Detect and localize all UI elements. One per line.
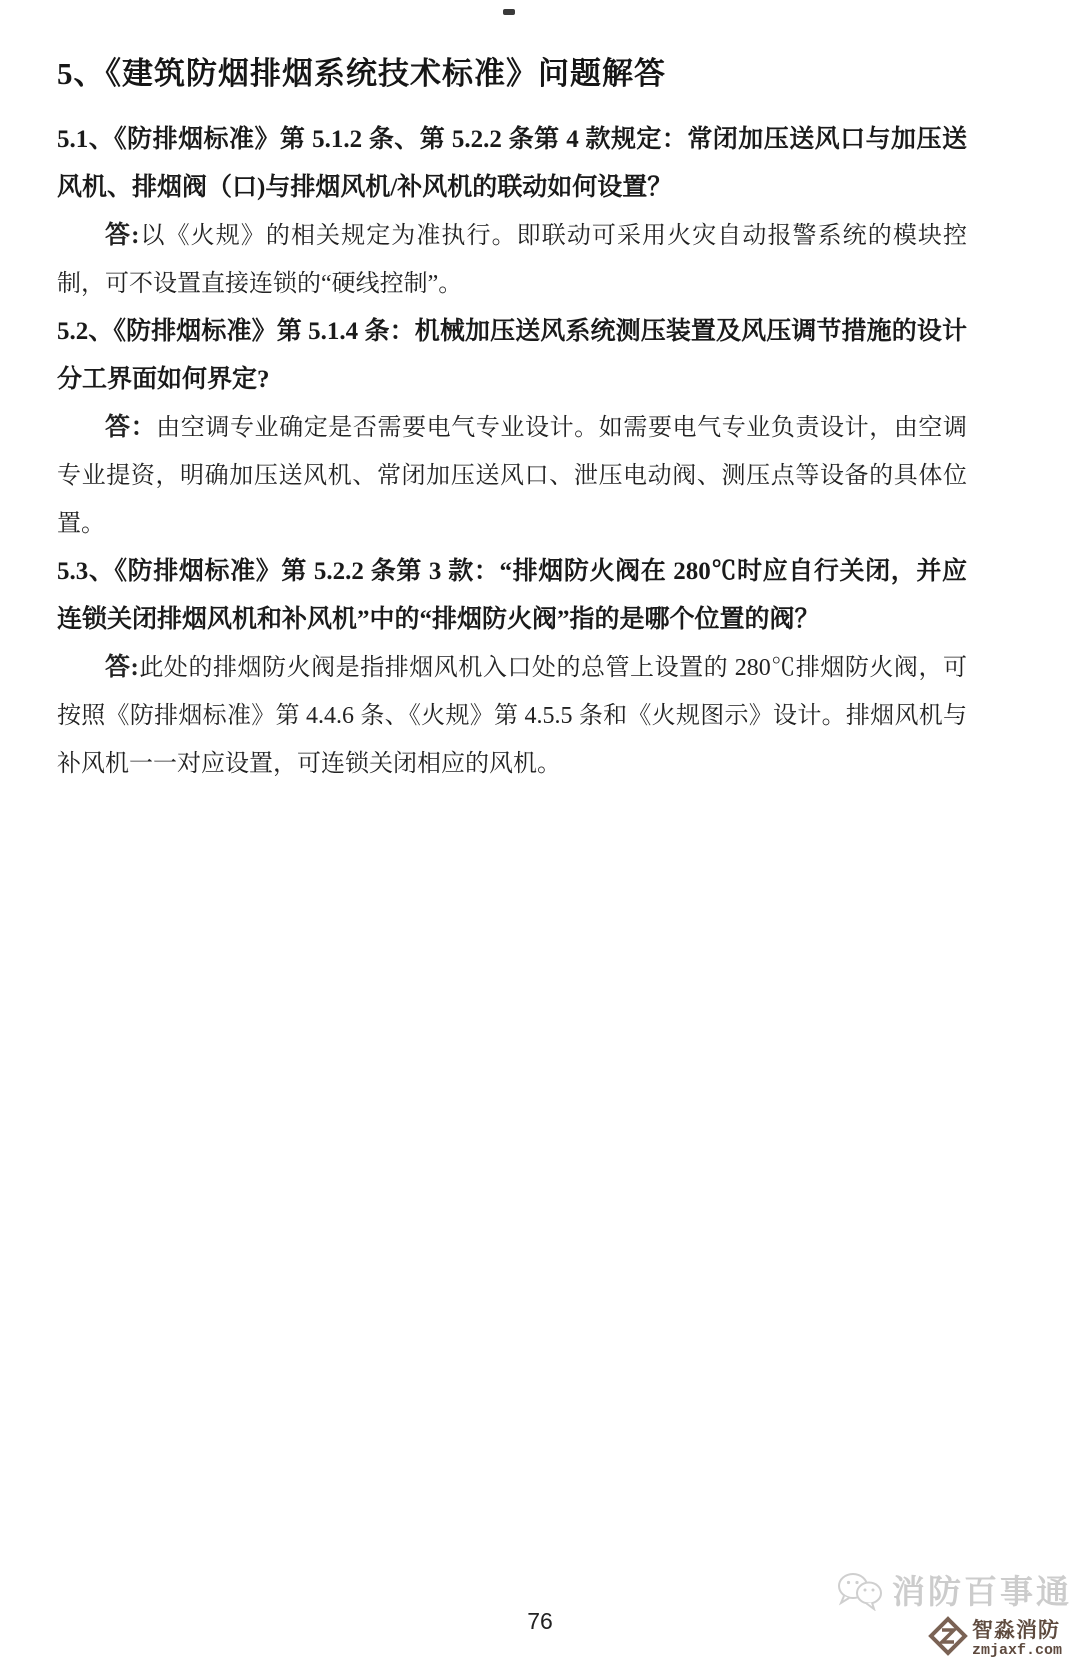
- answer-label: 答:: [105, 654, 139, 681]
- qa-section-5-1: [57, 116, 967, 308]
- wechat-icon: [834, 1569, 886, 1616]
- question-5-3: 5.3、《防排烟标准》第 5.2.2 条第 3 款：“排烟防火阀在 280℃时应自行关闭，并应连锁关闭排烟风机和补风机”中的“排烟防火阀”指的是哪个位置的阀？: [57, 558, 967, 633]
- answer-5-2: [57, 404, 967, 548]
- answer-5-3: [57, 644, 967, 788]
- document-content: [57, 46, 967, 788]
- answer-5-1: [57, 212, 967, 308]
- watermark-logo-text: [971, 1617, 1062, 1659]
- qa-section-5-3: [57, 548, 967, 788]
- watermark: [834, 1569, 1072, 1661]
- watermark-logo-row: [834, 1616, 1072, 1661]
- answer-text: 以《火规》的相关规定为准执行。即联动可采用火灾自动报警系统的模块控制，可不设置直接连锁的“硬线控制”。: [57, 223, 967, 297]
- page-number: 76: [527, 1608, 553, 1634]
- answer-text: 由空调专业确定是否需要电气专业设计。如需要电气专业负责设计，由空调专业提资，明确加压送风机、常闭加压送风口、泄压电动阀、测压点等设备的具体位置。: [57, 415, 967, 537]
- zhimiao-logo-icon: [928, 1616, 968, 1661]
- logo-site: zmjaxf.com: [971, 1641, 1062, 1659]
- question-5-1: 5.1、《防排烟标准》第 5.1.2 条、第 5.2.2 条第 4 款规定：常闭加压送风口与加压送风机、排烟阀（口)与排烟风机/补风机的联动如何设置？: [57, 126, 967, 201]
- answer-label: 答:: [105, 222, 140, 249]
- qa-section-5-2: [57, 308, 967, 548]
- watermark-brand-text: 消防百事通: [892, 1574, 1072, 1611]
- answer-text: 此处的排烟防火阀是指排烟风机入口处的总管上设置的 280℃排烟防火阀，可按照《防排烟标准》第 4.4.6 条、《火规》第 4.5.5 条和《火规图示》设计。排烟风机与补风机一一对应设置，可连锁关闭相应的风机。: [57, 655, 967, 777]
- page-title: 5、《建筑防烟排烟系统技术标准》问题解答: [57, 56, 666, 91]
- question-5-2: 5.2、《防排烟标准》第 5.1.4 条：机械加压送风系统测压装置及风压调节措施的设计分工界面如何界定?: [57, 318, 967, 393]
- answer-label: 答：: [105, 414, 157, 441]
- watermark-brand-row: [834, 1569, 1072, 1616]
- logo-name: 智淼消防: [971, 1617, 1060, 1642]
- scan-artifact: [503, 9, 515, 15]
